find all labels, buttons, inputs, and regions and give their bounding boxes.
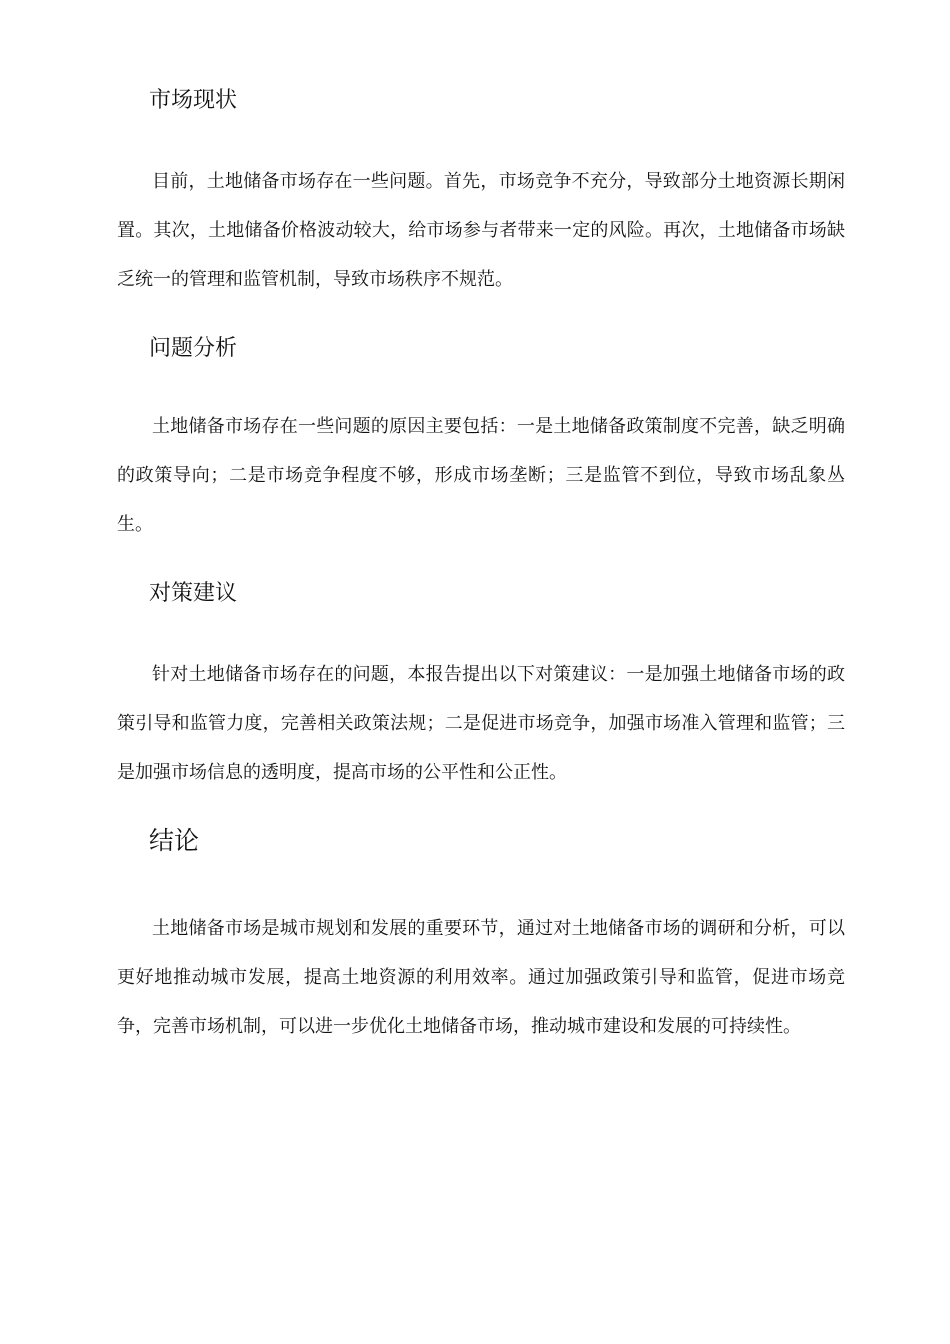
section-heading-problem-analysis: 问题分析 [149, 336, 238, 361]
section-heading-conclusion: 结论 [149, 826, 200, 855]
section-body-recommendations: 针对土地储备市场存在的问题，本报告提出以下对策建议：一是加强土地储备市场的政策引导和监管力度，完善相关政策法规；二是促进市场竞争，加强市场准入管理和监管；三是加强市场信息的透明度，提高市场的公平性和公正性。 [117, 664, 845, 783]
section-body-market-status: 目前，土地储备市场存在一些问题。首先，市场竞争不充分，导致部分土地资源长期闲置。其次，土地储备价格波动较大，给市场参与者带来一定的风险。再次，土地储备市场缺乏统一的管理和监管机制，导致市场秩序不规范。 [117, 171, 845, 290]
section-heading-market-status: 市场现状 [149, 88, 238, 113]
section-heading-recommendations: 对策建议 [149, 581, 238, 606]
section-body-conclusion: 土地储备市场是城市规划和发展的重要环节，通过对土地储备市场的调研和分析，可以更好地推动城市发展，提高土地资源的利用效率。通过加强政策引导和监管，促进市场竞争，完善市场机制，可以进一步优化土地储备市场，推动城市建设和发展的可持续性。 [117, 918, 845, 1037]
section-body-problem-analysis: 土地储备市场存在一些问题的原因主要包括：一是土地储备政策制度不完善，缺乏明确的政策导向；二是市场竞争程度不够，形成市场垄断；三是监管不到位，导致市场乱象丛生。 [117, 416, 845, 535]
